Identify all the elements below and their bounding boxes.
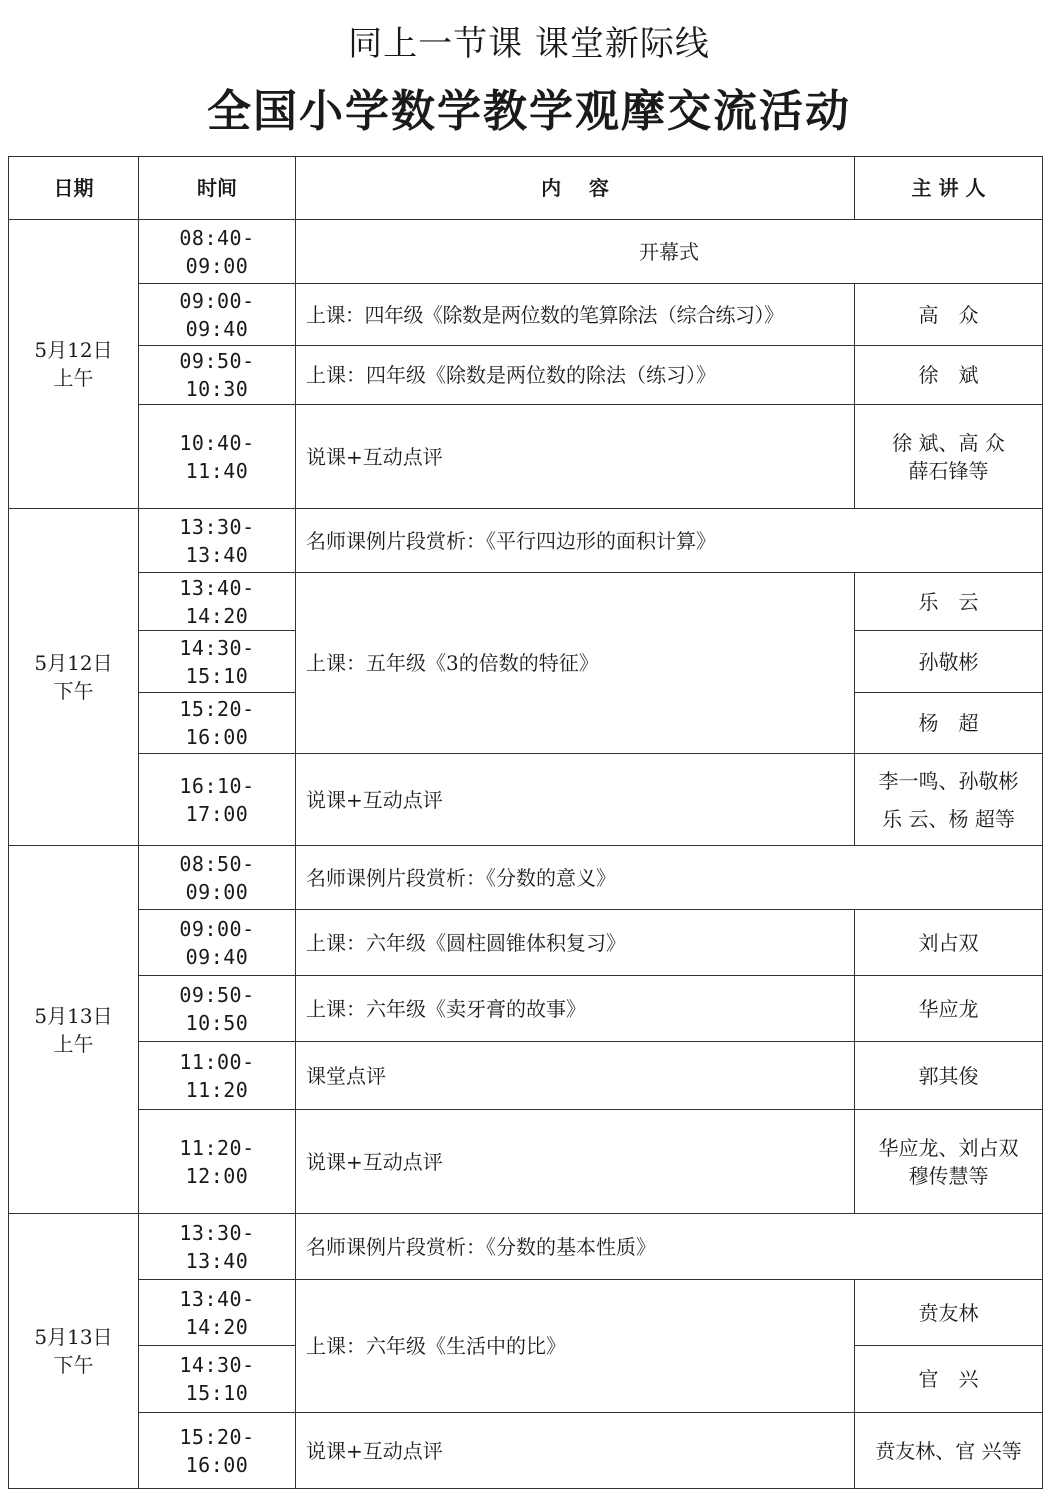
column-header-time: 时间 [139, 157, 296, 220]
content-cell: 课堂点评 [296, 1042, 855, 1110]
table-row [9, 1214, 1043, 1280]
document-subtitle: 同上一节课 课堂新际线 [348, 24, 710, 64]
content-cell: 上课：五年级《3的倍数的特征》 [296, 573, 855, 754]
speaker-cell: 刘占双 [855, 910, 1043, 976]
date-cell: 5月13日 下午 [9, 1214, 139, 1489]
date-cell: 5月13日 上午 [9, 846, 139, 1214]
table-row [9, 284, 1043, 346]
table-row [9, 220, 1043, 284]
time-cell: 14:30-15:10 [139, 1346, 296, 1413]
speaker-cell: 孙敬彬 [855, 631, 1043, 693]
speaker-cell: 徐 斌、高 众 薛石锋等 [855, 405, 1043, 509]
speaker-cell: 杨 超 [855, 693, 1043, 754]
schedule-table [8, 156, 1043, 1489]
time-cell: 08:40-09:00 [139, 220, 296, 284]
speaker-cell: 官 兴 [855, 1346, 1043, 1413]
time-cell: 13:40-14:20 [139, 573, 296, 631]
content-cell: 上课：四年级《除数是两位数的笔算除法（综合练习）》 [296, 284, 855, 346]
content-cell: 说课+互动点评 [296, 1110, 855, 1214]
time-cell: 13:30-13:40 [139, 1214, 296, 1280]
table-row [9, 509, 1043, 573]
table-row [9, 1042, 1043, 1110]
table-row [9, 754, 1043, 846]
column-header-date: 日期 [9, 157, 139, 220]
content-cell: 上课：四年级《除数是两位数的除法（练习）》 [296, 346, 855, 405]
time-cell: 16:10-17:00 [139, 754, 296, 846]
speaker-cell: 乐 云 [855, 573, 1043, 631]
speaker-cell: 徐 斌 [855, 346, 1043, 405]
content-cell: 说课+互动点评 [296, 405, 855, 509]
content-cell: 名师课例片段赏析：《分数的意义》 [296, 846, 1043, 910]
table-row [9, 405, 1043, 509]
time-cell: 15:20-16:00 [139, 1413, 296, 1489]
content-cell: 上课：六年级《圆柱圆锥体积复习》 [296, 910, 855, 976]
content-cell: 名师课例片段赏析：《分数的基本性质》 [296, 1214, 1043, 1280]
speaker-cell: 高 众 [855, 284, 1043, 346]
content-cell: 说课+互动点评 [296, 754, 855, 846]
time-cell: 13:30-13:40 [139, 509, 296, 573]
table-row [9, 573, 1043, 631]
table-row [9, 346, 1043, 405]
table-row [9, 1110, 1043, 1214]
table-row [9, 1280, 1043, 1346]
speaker-cell: 李一鸣、孙敬彬 乐 云、杨 超等 [855, 754, 1043, 846]
time-cell: 08:50-09:00 [139, 846, 296, 910]
table-row [9, 846, 1043, 910]
time-cell: 15:20-16:00 [139, 693, 296, 754]
date-cell: 5月12日 下午 [9, 509, 139, 846]
content-cell: 开幕式 [296, 220, 1043, 284]
table-header-row [9, 157, 1043, 220]
content-cell: 名师课例片段赏析：《平行四边形的面积计算》 [296, 509, 1043, 573]
column-header-content: 内 容 [296, 157, 855, 220]
time-cell: 09:00-09:40 [139, 284, 296, 346]
time-cell: 09:50-10:50 [139, 976, 296, 1042]
content-cell: 说课+互动点评 [296, 1413, 855, 1489]
time-cell: 10:40-11:40 [139, 405, 296, 509]
table-row [9, 1413, 1043, 1489]
time-cell: 11:00-11:20 [139, 1042, 296, 1110]
speaker-cell: 郭其俊 [855, 1042, 1043, 1110]
date-cell: 5月12日 上午 [9, 220, 139, 509]
time-cell: 11:20-12:00 [139, 1110, 296, 1214]
column-header-speaker: 主 讲 人 [855, 157, 1043, 220]
time-cell: 09:00-09:40 [139, 910, 296, 976]
document-title: 全国小学数学教学观摩交流活动 [207, 86, 851, 137]
time-cell: 09:50-10:30 [139, 346, 296, 405]
speaker-cell: 华应龙、刘占双 穆传慧等 [855, 1110, 1043, 1214]
content-cell: 上课：六年级《卖牙膏的故事》 [296, 976, 855, 1042]
time-cell: 13:40-14:20 [139, 1280, 296, 1346]
speaker-cell: 华应龙 [855, 976, 1043, 1042]
time-cell: 14:30-15:10 [139, 631, 296, 693]
speaker-cell: 贲友林 [855, 1280, 1043, 1346]
table-row [9, 910, 1043, 976]
table-row [9, 976, 1043, 1042]
content-cell: 上课：六年级《生活中的比》 [296, 1280, 855, 1413]
speaker-cell: 贲友林、官 兴等 [855, 1413, 1043, 1489]
